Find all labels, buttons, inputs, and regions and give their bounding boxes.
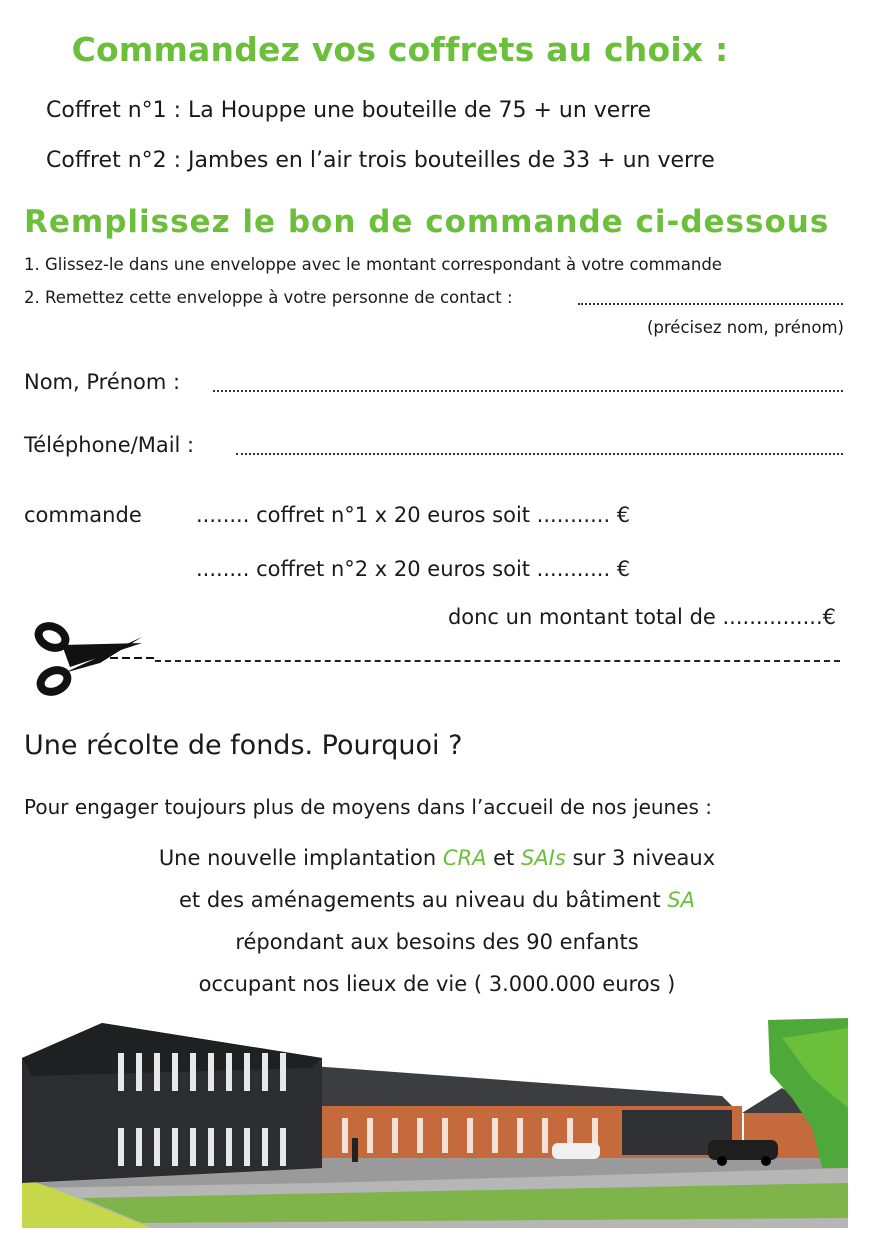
fundraising-line-4: occupant nos lieux de vie ( 3.000.000 euros ) (198, 972, 676, 996)
phone-mail-field[interactable] (236, 453, 843, 455)
phone-mail-label: Téléphone/Mail : (24, 433, 195, 457)
coffret-1-description: Coffret n°1 : La Houppe une bouteille de 75 + un verre (46, 98, 652, 123)
scissors-icon (30, 615, 160, 709)
sais-highlight: SAIs (520, 846, 566, 870)
cra-highlight: CRA (442, 846, 487, 870)
line2-text-a: et des aménagements au niveau du bâtiment (179, 888, 668, 912)
fundraising-line-2 (0, 888, 874, 912)
fundraising-line-1 (0, 846, 874, 870)
coffret-2-description: Coffret n°2 : Jambes en l’air trois bouteilles de 33 + un verre (46, 148, 715, 173)
fundraising-intro: Pour engager toujours plus de moyens dans l’accueil de nos jeunes : (24, 795, 713, 819)
line1-text-b: et (486, 846, 521, 870)
order-line-coffret-2[interactable]: ........ coffret n°2 x 20 euros soit ........... € (196, 557, 631, 581)
fundraising-title: Une récolte de fonds. Pourquoi ? (24, 730, 463, 761)
line1-text-c: sur 3 niveaux (565, 846, 716, 870)
name-field[interactable] (213, 390, 843, 392)
order-total-line[interactable]: donc un montant total de ...............€ (447, 605, 836, 629)
instruction-step-2: 2. Remettez cette enveloppe à votre personne de contact : (24, 288, 513, 307)
cut-line (155, 660, 840, 662)
name-label: Nom, Prénom : (24, 370, 181, 394)
page-title: Commandez vos coffrets au choix : (71, 30, 729, 69)
fundraising-line-3: répondant aux besoins des 90 enfants (235, 930, 639, 954)
line1-text-a: Une nouvelle implantation (158, 846, 443, 870)
instruction-step-1: 1. Glissez-le dans une enveloppe avec le montant correspondant à votre commande (24, 255, 722, 274)
sa-highlight: SA (667, 888, 695, 912)
order-form-title: Remplissez le bon de commande ci-dessous (24, 204, 830, 240)
contact-person-hint: (précisez nom, prénom) (646, 318, 844, 337)
order-label: commande (24, 503, 142, 527)
building-illustration (22, 1018, 848, 1232)
order-line-coffret-1[interactable]: ........ coffret n°1 x 20 euros soit ........... € (196, 503, 631, 527)
contact-person-field[interactable] (578, 303, 843, 305)
